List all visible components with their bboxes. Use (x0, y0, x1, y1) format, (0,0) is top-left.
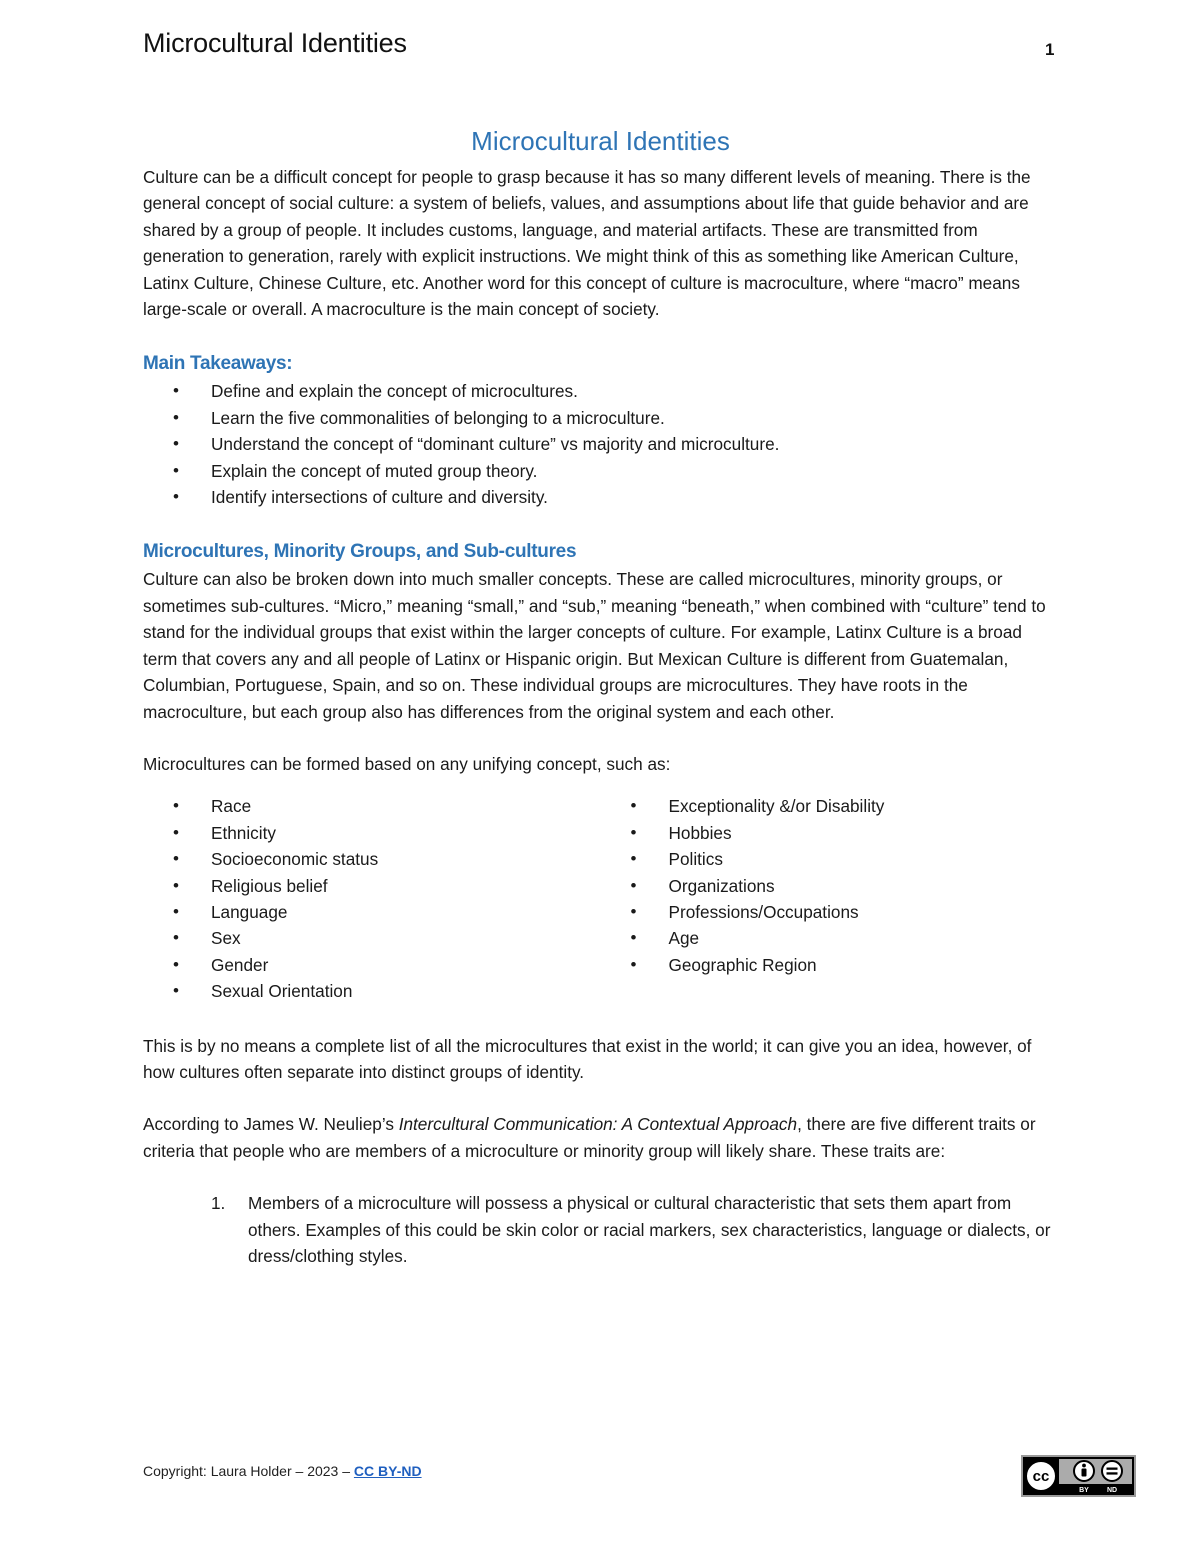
concepts-list-left (143, 793, 601, 1004)
citation-text: , there are five different traits or criteria that people who are members of a microculture or minority group will likely share. These traits are: (143, 1114, 1036, 1161)
takeaways-list (143, 378, 1058, 510)
cc-icon (1026, 1461, 1056, 1491)
citation-paragraph (143, 1111, 1058, 1164)
document-title: Microcultural Identities (471, 126, 730, 156)
list-item: • Gender (143, 952, 601, 978)
list-item: • Organizations (601, 873, 1059, 899)
list-item: • Learn the five commonalities of belonging to a microculture. (143, 405, 1058, 431)
list-item: • Hobbies (601, 820, 1059, 846)
cc-by-nd-badge[interactable] (1021, 1455, 1136, 1497)
svg-text:BY: BY (1079, 1487, 1089, 1494)
no-derivatives-icon (1102, 1461, 1122, 1481)
list-item: • Religious belief (143, 873, 601, 899)
list-item: • Race (143, 793, 601, 819)
list-item: • Politics (601, 846, 1059, 872)
list-item: • Sexual Orientation (143, 978, 601, 1004)
list-item: • Define and explain the concept of microcultures. (143, 378, 1058, 404)
list-item: • Exceptionality &/or Disability (601, 793, 1059, 819)
list-item: • Ethnicity (143, 820, 601, 846)
section-paragraph: Culture can also be broken down into much smaller concepts. These are called microcultures, minority groups, or sometimes sub-cultures. “Micro,” meaning “small,” and “sub,” meaning “beneath,” when combined with “culture” tend to stand for the individual groups that exist within the larger concepts of culture. For example, Latinx Culture is a broad term that covers any and all people of Latinx or Hispanic origin. But Mexican Culture is different from Guatemalan, Columbian, Portuguese, Spain, and so on. These individual groups are microcultures. They have roots in the macroculture, but each group also has differences from the original system and each other. (143, 569, 1046, 722)
list-item: • Identify intersections of culture and diversity. (143, 484, 1058, 510)
list-item (143, 1190, 1058, 1269)
section-paragraph: Microcultures can be formed based on any unifying concept, such as: (143, 753, 671, 774)
list-item: • Age (601, 925, 1059, 951)
cc-by-nd-logo (1023, 1457, 1134, 1495)
page-header-title: Microcultural Identities (143, 28, 407, 58)
list-number: 1. (211, 1193, 226, 1214)
list-item: • Language (143, 899, 601, 925)
svg-text:cc: cc (1032, 1468, 1050, 1485)
list-item: • Understand the concept of “dominant culture” vs majority and microculture. (143, 431, 1058, 457)
list-item: • Sex (143, 925, 601, 951)
list-item: • Geographic Region (601, 952, 1059, 978)
attribution-icon (1074, 1461, 1094, 1481)
list-item-text: Members of a microculture will possess a physical or cultural characteristic that sets them apart from others. Examples of this could be skin color or racial markers, sex characteristics, language or dialects, or dress/clothing styles. (248, 1193, 1051, 1266)
takeaways-heading: Main Takeaways: (143, 353, 293, 375)
traits-list (143, 1190, 1058, 1269)
document-body (143, 124, 1058, 1269)
concepts-columns (143, 793, 1058, 1004)
list-item: • Professions/Occupations (601, 899, 1059, 925)
footer-copyright (143, 1463, 422, 1479)
list-item: • Explain the concept of muted group theory. (143, 458, 1058, 484)
concepts-list-right (601, 793, 1059, 1004)
book-title: Intercultural Communication: A Contextual Approach (398, 1114, 798, 1135)
page-number: 1 (1045, 40, 1055, 59)
svg-text:ND: ND (1106, 1487, 1118, 1494)
list-item: • Socioeconomic status (143, 846, 601, 872)
intro-paragraph: Culture can be a difficult concept for people to grasp because it has so many different levels of meaning. There is the general concept of social culture: a system of beliefs, values, and assumptions about life that guide behavior and are shared by a group of people. It includes customs, language, and material artifacts. These are transmitted from generation to generation, rarely with explicit instructions. We might think of this as something like American Culture, Latinx Culture, Chinese Culture, etc. Another word for this concept of culture is macroculture, where “macro” means large-scale or overall. A macroculture is the main concept of society. (143, 167, 1031, 320)
section-heading: Microcultures, Minority Groups, and Sub-cultures (143, 541, 577, 563)
section-paragraph: This is by no means a complete list of all the microcultures that exist in the world; it can give you an idea, however, of how cultures often separate into distinct groups of identity. (143, 1035, 1032, 1082)
citation-text: According to James W. Neuliep’s (143, 1114, 399, 1135)
license-link[interactable]: CC BY-ND (353, 1463, 422, 1479)
copyright-text: Copyright: Laura Holder – 2023 – (143, 1463, 354, 1479)
